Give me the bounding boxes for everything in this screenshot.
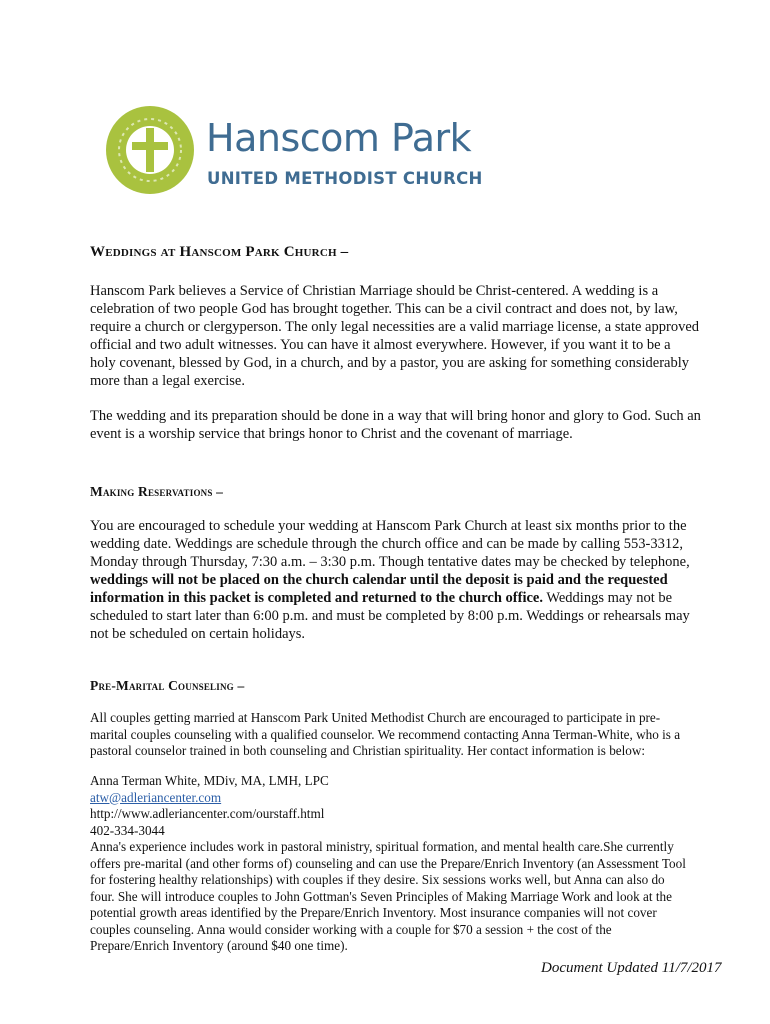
reservations-paragraph: You are encouraged to schedule your wedding at Hanscom Park Church at least six months prior to the wedding date. Weddings are schedule through the church office and can be made by calling 553-3312, Monday through Thursday, 7:30 a.m. – 3:30 p.m. Though tentative dates may be checked by telephone, weddings will not be placed on the church calendar until the deposit is paid and the requested information in this packet is completed and returned to the church office. Weddings may not be scheduled to start later than 6:00 p.m. and must be completed by 8:00 p.m. Weddings or rehearsals may not be scheduled on certain holidays.	[90, 518, 690, 642]
cross-circle-icon	[102, 98, 202, 208]
packet-notice: information in this packet is completed and returned to the church office.	[90, 590, 543, 606]
deposit-notice: weddings will not be placed on the church calendar until the deposit is paid and the requested	[90, 572, 668, 588]
logo-subtitle: UNITED METHODIST CHURCH	[207, 169, 483, 188]
document-updated-footer: Document Updated 11/7/2017	[541, 960, 722, 976]
weddings-paragraph-2: The wedding and its preparation should be done in a way that will bring honor and glory to God. Such an event is a worship service that brings honor to Christ and the covenant of marriage.	[90, 408, 701, 442]
weddings-heading: Weddings at Hanscom Park Church –	[90, 244, 349, 260]
weddings-paragraph-1: Hanscom Park believes a Service of Christian Marriage should be Christ-centered. A wedding is a celebration of two people God has brought together. This can be a civil contract and does not, by law, require a church or clergyperson. The only legal necessities are a valid marriage license, a state approved official and two adult witnesses. You can have it almost everywhere. However, if you want it to be a holy covenant, blessed by God, in a church, and by a pastor, you are asking for something considerably more than a legal exercise.	[90, 283, 700, 389]
counselor-contact: Anna Terman White, MDiv, MA, LMH, LPC atw@adleriancenter.com http://www.adleriancenter.com/ourstaff.html 402-334-3044 Anna's experience includes work in pastoral ministry, spiritual formation, and mental health care.She currently offers pre-marital (and other forms of) counseling and can use the Prepare/Enrich Inventory (an Assessment Tool for fostering healthy relationships) with couples if they desire. Six sessions works well, but Anna can also do four. She will introduce couples to John Gottman's Seven Principles of Making Marriage Work and look at the potential growth areas identified by the Prepare/Enrich Inventory. Most insurance companies will not cover couples counseling. Anna would consider working with a couple for $70 a session + the cost of the Prepare/Enrich Inventory (around $40 one time).	[90, 773, 708, 955]
contact-name: Anna Terman White, MDiv, MA, LMH, LPC	[90, 773, 329, 788]
church-logo	[102, 98, 482, 208]
counseling-intro: All couples getting married at Hanscom Park United Methodist Church are encouraged to participate in pre- marital couples counseling with a qualified counselor. We recommend contacting Anna Terman-White, who is a pastoral counselor trained in both counseling and Christian spirituality. Her contact information is below:	[90, 710, 681, 758]
contact-email-link[interactable]: atw@adleriancenter.com	[90, 789, 222, 805]
contact-phone: 402-334-3044	[90, 822, 165, 838]
reservations-heading: Making Reservations –	[90, 484, 224, 499]
counseling-heading: Pre-Marital Counseling –	[90, 678, 245, 693]
logo-name: Hanscom Park	[206, 116, 472, 160]
contact-url: http://www.adleriancenter.com/ourstaff.html	[90, 806, 325, 821]
